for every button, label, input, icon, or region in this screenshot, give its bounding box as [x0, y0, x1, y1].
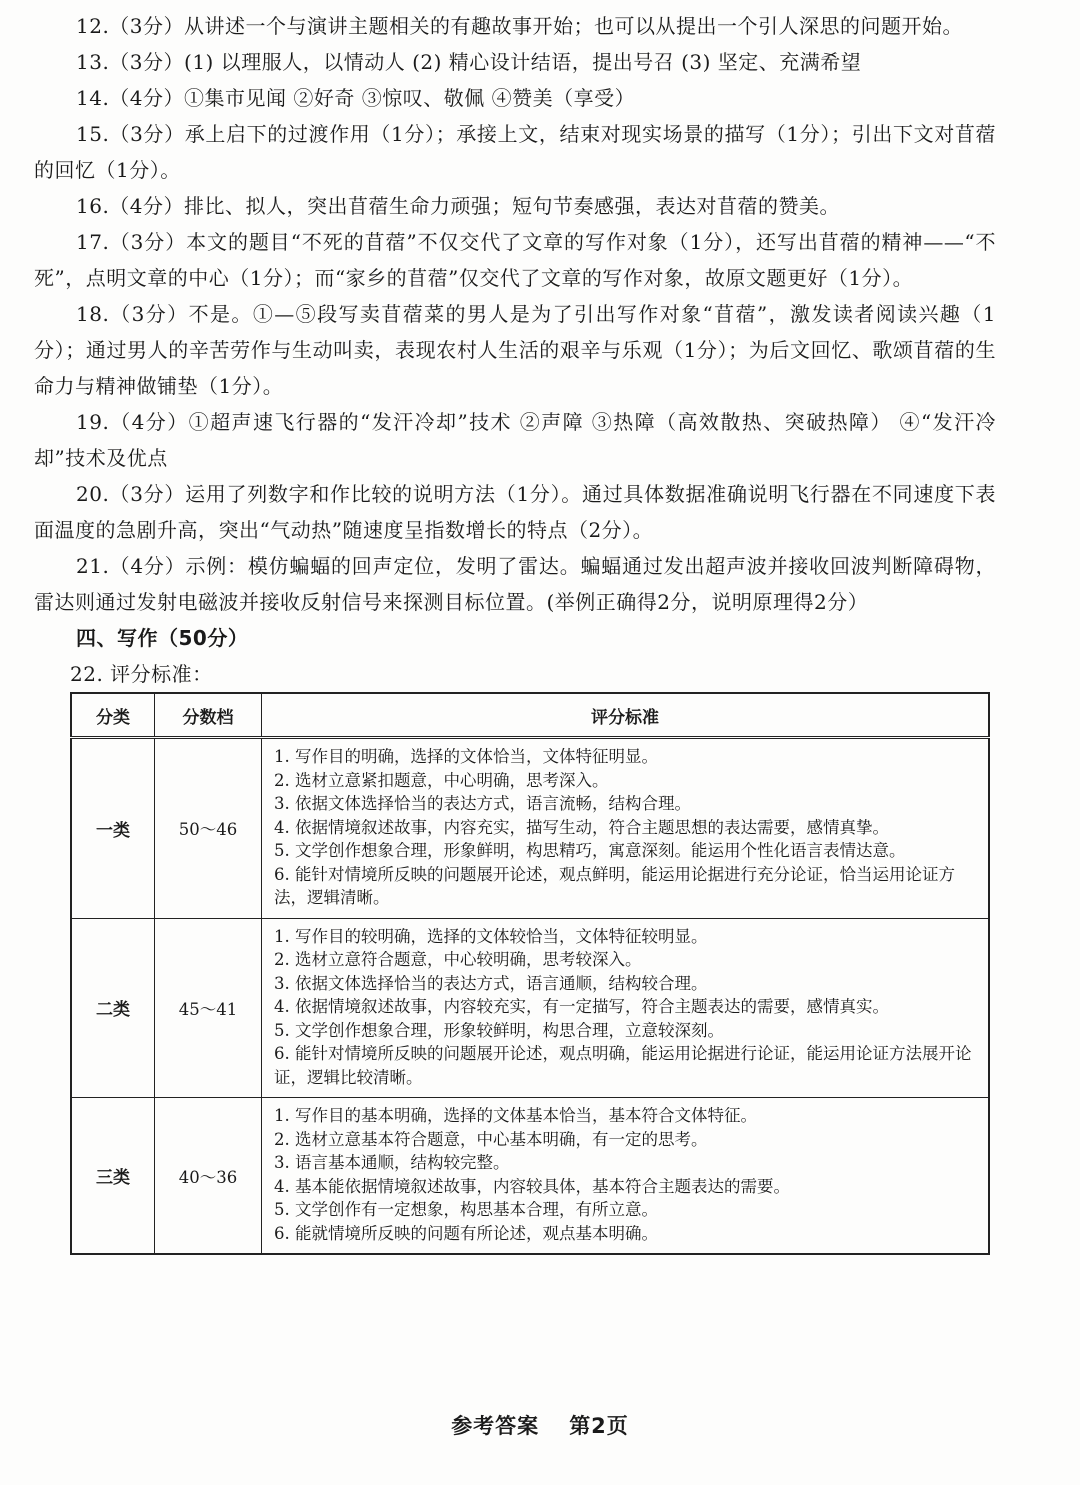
footer-label: 参考答案: [451, 1414, 540, 1438]
table-row: [71, 738, 989, 919]
criteria-item: 3. 语言基本通顺，结构较完整。: [274, 1153, 510, 1172]
criteria-item: 6. 能针对情境所反映的问题展开论述，观点鲜明，能运用论据进行充分论证，恰当运用论证方法，逻辑清晰。: [274, 864, 955, 907]
criteria-item: 3. 依据文体选择恰当的表达方式，语言通顺，结构较合理。: [274, 973, 708, 993]
score-range-cell: 50～46: [155, 738, 262, 919]
grading-table: [70, 692, 990, 1255]
criteria-cell: [262, 738, 990, 919]
criteria-cell: [262, 918, 990, 1098]
answer-20: 20.（3分）运用了列数字和作比较的说明方法（1分）。通过具体数据准确说明飞行器在不同速度下表面温度的急剧升高，突出“气动热”随速度呈指数增长的特点（2分）。: [34, 482, 996, 542]
category-cell: 一类: [71, 738, 155, 919]
answer-14: 14.（4分）①集市见闻 ②好奇 ③惊叹、敬佩 ④赞美（享受）: [76, 86, 636, 110]
criteria-item: 5. 文学创作有一定想象，构思基本合理，有所立意。: [274, 1200, 658, 1219]
answer-13: 13.（3分）(1) 以理服人，以情动人 (2) 精心设计结语，提出号召 (3) 坚定、充满希望: [76, 50, 862, 74]
section-title-writing: 四、写作（50分）: [76, 626, 249, 650]
header-score: 分数档: [155, 693, 262, 738]
answer-12: 12.（3分）从讲述一个与演讲主题相关的有趣故事开始；也可以从提出一个引人深思的问题开始。: [76, 14, 964, 38]
criteria-item: 4. 依据情境叙述故事，内容较充实，有一定描写，符合主题表达的需要，感情真实。: [274, 997, 889, 1016]
criteria-item: 2. 选材立意基本符合题意，中心基本明确，有一定的思考。: [274, 1129, 708, 1149]
answer-16: 16.（4分）排比、拟人，突出苜蓿生命力顽强；短句节奏感强，表达对苜蓿的赞美。: [76, 194, 841, 218]
answer-list: [34, 8, 996, 692]
criteria-item: 5. 文学创作想象合理，形象鲜明，构思精巧，寓意深刻。能运用个性化语言表情达意。: [274, 841, 906, 860]
category-cell: 三类: [71, 1098, 155, 1255]
criteria-list: [274, 1104, 978, 1245]
score-range-cell: 45～41: [155, 918, 262, 1098]
criteria-item: 1. 写作目的明确，选择的文体恰当，文体特征明显。: [274, 747, 658, 766]
criteria-item: 3. 依据文体选择恰当的表达方式，语言流畅，结构合理。: [274, 794, 691, 813]
header-criteria: 评分标准: [262, 693, 990, 738]
answer-18: 18.（3分）不是。①—⑤段写卖苜蓿菜的男人是为了引出写作对象“苜蓿”，激发读者阅读兴趣（1分）；通过男人的辛苦劳作与生动叫卖，表现农村人生活的艰辛与乐观（1分）；为后文回忆、歌颂苜蓿的生命力与精神做铺垫（1分）。: [34, 302, 996, 398]
score-range-cell: 40～36: [155, 1098, 262, 1255]
criteria-item: 4. 基本能依据情境叙述故事，内容较具体，基本符合主题表达的需要。: [274, 1176, 790, 1196]
criteria-item: 6. 能就情境所反映的问题有所论述，观点基本明确。: [274, 1223, 658, 1243]
criteria-item: 1. 写作目的较明确，选择的文体较恰当，文体特征较明显。: [274, 926, 708, 946]
category-cell: 二类: [71, 918, 155, 1098]
question-22-label: 22. 评分标准：: [70, 662, 213, 686]
table-row: [71, 1098, 989, 1255]
table-row: [71, 918, 989, 1098]
answer-15: 15.（3分）承上启下的过渡作用（1分）；承接上文，结束对现实场景的描写（1分）；引出下文对苜蓿的回忆（1分）。: [34, 122, 996, 182]
page-footer: [0, 1410, 1080, 1440]
criteria-item: 1. 写作目的基本明确，选择的文体基本恰当，基本符合文体特征。: [274, 1106, 757, 1125]
page-number: 第2页: [569, 1414, 629, 1438]
grading-table-header-row: [71, 693, 989, 738]
answer-21: 21.（4分）示例：模仿蝙蝠的回声定位，发明了雷达。蝙蝠通过发出超声波并接收回波判断障碍物，雷达则通过发射电磁波并接收反射信号来探测目标位置。(举例正确得2分，说明原理得2分）: [34, 554, 996, 614]
answer-19: 19.（4分）①超声速飞行器的“发汗冷却”技术 ②声障 ③热障（高效散热、突破热障） ④“发汗冷却”技术及优点: [34, 410, 996, 470]
criteria-item: 4. 依据情境叙述故事，内容充实，描写生动，符合主题思想的表达需要，感情真挚。: [274, 817, 889, 837]
criteria-cell: [262, 1098, 990, 1255]
criteria-item: 2. 选材立意符合题意，中心较明确，思考较深入。: [274, 950, 642, 969]
criteria-item: 5. 文学创作想象合理，形象较鲜明，构思合理，立意较深刻。: [274, 1020, 724, 1040]
criteria-list: [274, 925, 978, 1090]
criteria-item: 6. 能针对情境所反映的问题展开论述，观点明确，能运用论据进行论证，能运用论证方法展开论证，逻辑比较清晰。: [274, 1044, 972, 1087]
criteria-item: 2. 选材立意紧扣题意，中心明确，思考深入。: [274, 770, 609, 790]
header-category: 分类: [71, 693, 155, 738]
answer-17: 17.（3分）本文的题目“不死的苜蓿”不仅交代了文章的写作对象（1分），还写出苜蓿的精神——“不死”，点明文章的中心（1分）；而“家乡的苜蓿”仅交代了文章的写作对象，故原文题更好（1分）。: [34, 230, 996, 290]
criteria-list: [274, 745, 978, 910]
